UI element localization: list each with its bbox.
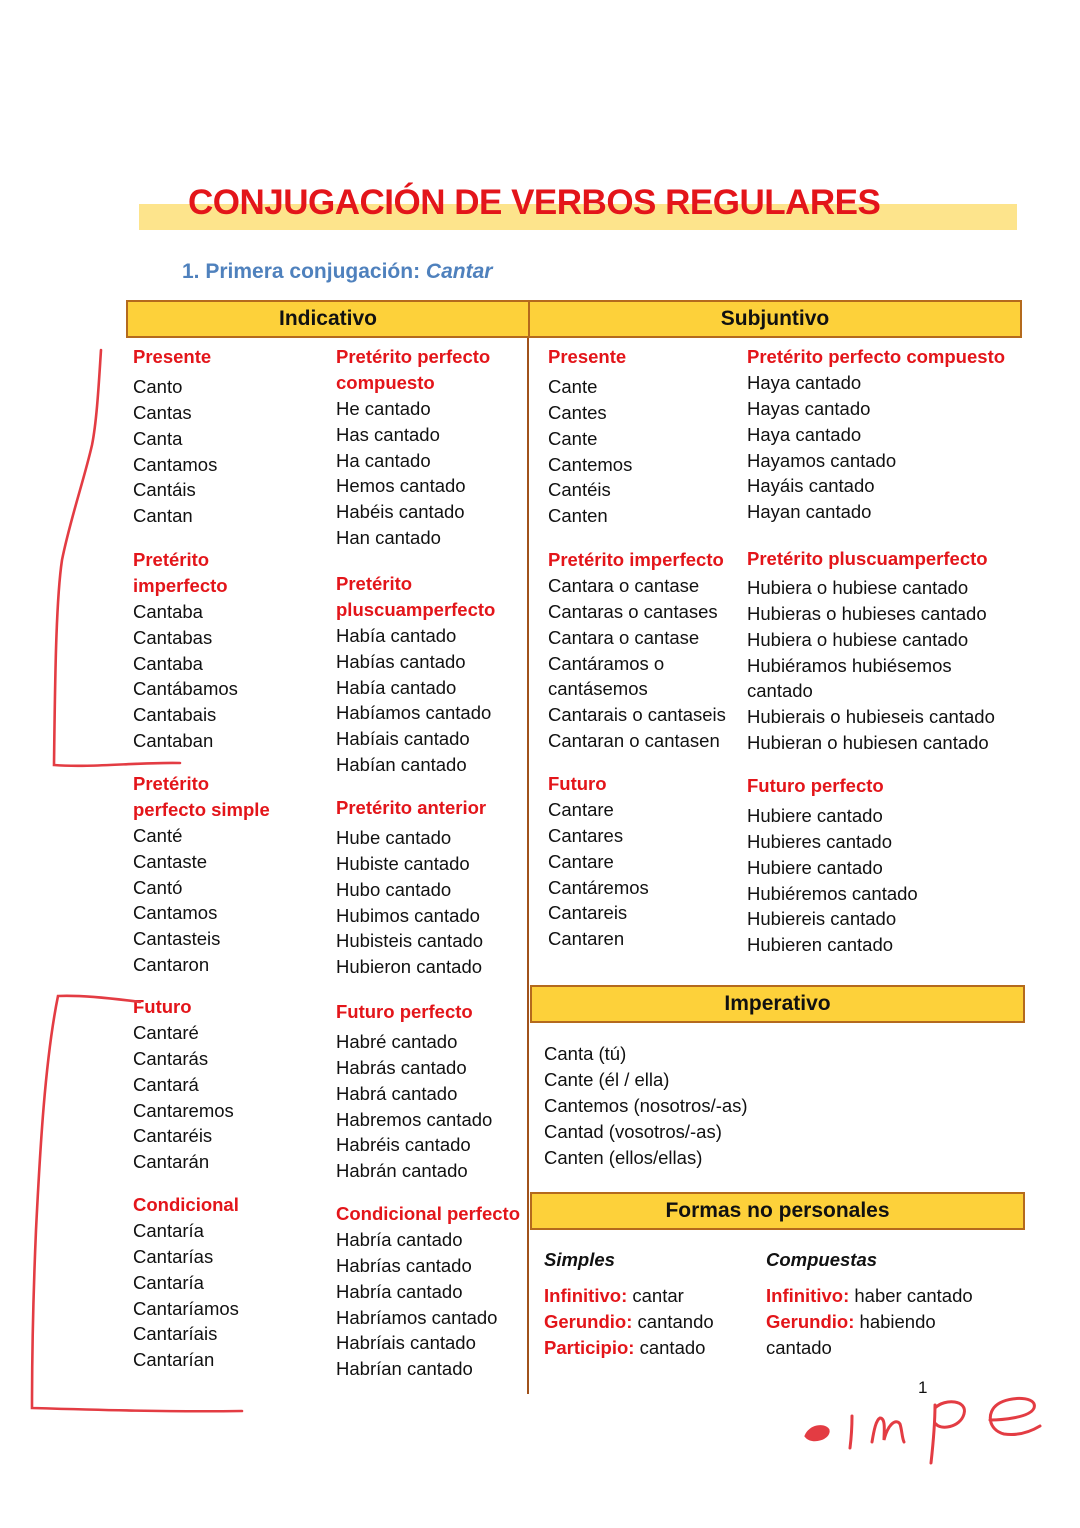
form: Cantad (vosotros/-as) — [544, 1120, 722, 1142]
form: Cantaréis — [133, 1125, 213, 1147]
header-subjuntivo: Subjuntivo — [528, 300, 1022, 338]
form: Cantaste — [133, 850, 208, 872]
form: Cantaba — [133, 652, 203, 674]
tense-title: Condicional — [133, 1194, 239, 1215]
simples-title: Simples — [544, 1249, 615, 1270]
form: Canten (ellos/ellas) — [544, 1146, 703, 1168]
form: Habías cantado — [336, 650, 466, 672]
form: Había cantado — [336, 624, 457, 646]
form: Hube cantado — [336, 826, 452, 848]
tense-title: Pretérito — [133, 773, 210, 794]
form: Habría cantado — [336, 1280, 463, 1302]
header-imperativo: Imperativo — [530, 985, 1025, 1023]
form: Cantaría — [133, 1271, 204, 1293]
form: Canta (tú) — [544, 1043, 627, 1064]
gerundio-label: Gerundio: — [544, 1310, 633, 1332]
form: Hubiereis cantado — [747, 908, 897, 930]
form: Habremos cantado — [336, 1108, 493, 1130]
form: Cantarías — [133, 1245, 214, 1267]
form: Cantemos — [548, 453, 633, 475]
form: Cantarían — [133, 1349, 215, 1371]
form: Cantamos — [133, 902, 218, 924]
form: Cantes — [548, 401, 607, 423]
tense-title: Pretérito perfecto — [336, 346, 491, 367]
form: Cantáis — [133, 479, 196, 501]
form: Hubiere cantado — [747, 804, 883, 826]
form: Cantaría — [133, 1219, 204, 1241]
form: Hubieras o hubieses cantado — [747, 602, 987, 624]
infinitivo-label: Infinitivo: — [766, 1284, 850, 1306]
tense-title: imperfecto — [133, 574, 228, 596]
gerundio-value-cont: cantado — [766, 1336, 832, 1358]
form: Habéis cantado — [336, 501, 465, 523]
participio-label: Participio: — [544, 1336, 635, 1358]
form: Cantan — [133, 505, 193, 527]
form: Hemos cantado — [336, 475, 466, 497]
form: Cantaba — [133, 600, 203, 622]
form: Cantaran o cantasen — [548, 730, 720, 752]
form: Cantarán — [133, 1151, 210, 1173]
form: Canta — [133, 427, 183, 449]
red-bracket-top — [54, 350, 180, 766]
form: Ha cantado — [336, 449, 431, 471]
tense-title: Condicional perfecto — [336, 1203, 520, 1224]
compuestas-title: Compuestas — [766, 1249, 878, 1270]
tense-title: Pretérito — [133, 549, 210, 570]
form: Haya cantado — [747, 371, 862, 393]
tense-title: Futuro — [133, 996, 192, 1017]
form: Hayas cantado — [747, 397, 871, 419]
red-scribble-i — [850, 1416, 852, 1448]
form: Habréis cantado — [336, 1134, 471, 1156]
form: Habíamos cantado — [336, 702, 492, 724]
form: Hubiéramos hubiésemos — [747, 654, 952, 676]
form: Habíais cantado — [336, 728, 470, 750]
header-indicativo: Indicativo — [126, 300, 530, 338]
red-scribble-e — [990, 1398, 1040, 1434]
tense-title: Pretérito anterior — [336, 797, 487, 818]
form: Hubiste cantado — [336, 852, 470, 874]
form: Habrás cantado — [336, 1056, 467, 1078]
form: Cantarais o cantaseis — [548, 704, 726, 726]
form: Habrán cantado — [336, 1160, 468, 1182]
page-title: CONJUGACIÓN DE VERBOS REGULARES — [188, 183, 881, 222]
form: Habrían cantado — [336, 1358, 473, 1380]
form: Hubo cantado — [336, 878, 452, 900]
form: Cantaren — [548, 928, 625, 950]
form: Hubiera o hubiese cantado — [747, 628, 969, 650]
page-number: 1 — [918, 1378, 928, 1397]
red-bracket-bottom — [32, 996, 242, 1411]
gerundio-value: cantando — [632, 1310, 714, 1332]
form: Hubierais o hubieseis cantado — [747, 706, 995, 728]
form: Hubiéremos cantado — [747, 882, 918, 904]
form: Hayan cantado — [747, 501, 872, 523]
tense-title: Pretérito pluscuamperfecto — [747, 548, 988, 569]
form: Habré cantado — [336, 1030, 458, 1052]
form: Cantabas — [133, 626, 213, 648]
form: cantásemos — [548, 678, 648, 700]
subtitle-verb: Cantar — [425, 260, 493, 283]
form: Cantáremos — [548, 876, 649, 898]
infinitivo-value: haber cantado — [849, 1284, 973, 1306]
form: Hayáis cantado — [747, 475, 875, 497]
form: Cantó — [133, 876, 183, 898]
tense-title: Futuro perfecto — [336, 1001, 473, 1022]
form: Cante — [548, 375, 598, 397]
tense-title: compuesto — [336, 371, 435, 393]
tense-title: pluscuamperfecto — [336, 598, 496, 620]
tense-title: Presente — [548, 346, 627, 367]
form: Cantas — [133, 401, 192, 423]
form: Habrías cantado — [336, 1254, 472, 1276]
participio-value: cantado — [634, 1336, 706, 1358]
form: Habríais cantado — [336, 1332, 476, 1354]
form: Cantasteis — [133, 928, 221, 950]
form: Cantara o cantase — [548, 626, 700, 648]
tense-title: Pretérito — [336, 573, 413, 594]
form: Cantaban — [133, 730, 214, 752]
form: He cantado — [336, 397, 431, 419]
infinitivo-label: Infinitivo: — [544, 1284, 628, 1306]
form: Canten — [548, 505, 608, 527]
form: Hubiera o hubiese cantado — [747, 576, 969, 598]
form: Habría cantado — [336, 1228, 463, 1250]
tense-title: perfecto simple — [133, 798, 270, 820]
form: Cantareis — [548, 902, 628, 924]
form: Cantará — [133, 1073, 199, 1095]
header-formas-no-personales: Formas no personales — [530, 1192, 1025, 1230]
form: Hayamos cantado — [747, 449, 897, 471]
tense-title: Pretérito perfecto compuesto — [747, 346, 1006, 367]
tense-title: Pretérito imperfecto — [548, 549, 724, 570]
form: Cante (él / ella) — [544, 1068, 670, 1090]
form: Cantamos — [133, 453, 218, 475]
red-scribble-m — [872, 1418, 904, 1442]
form: Hubieren cantado — [747, 934, 894, 956]
form: Cantaré — [133, 1021, 199, 1043]
form: Hubisteis cantado — [336, 930, 484, 952]
form: cantado — [747, 680, 813, 702]
form: Canto — [133, 375, 183, 397]
form: Cantarás — [133, 1047, 209, 1069]
form: Cantaras o cantases — [548, 600, 718, 622]
form: Cantéis — [548, 479, 611, 501]
form: Han cantado — [336, 527, 441, 549]
form: Cantáramos o — [548, 652, 665, 674]
red-scribble-dot — [806, 1427, 828, 1440]
tense-title: Futuro perfecto — [747, 775, 884, 796]
form: Cantaríamos — [133, 1297, 239, 1319]
form: Hubieron cantado — [336, 956, 483, 978]
form: Cantaríais — [133, 1323, 218, 1345]
gerundio-label: Gerundio: — [766, 1310, 855, 1332]
form: Has cantado — [336, 423, 440, 445]
form: Cantemos (nosotros/-as) — [544, 1094, 748, 1116]
form: Hubiere cantado — [747, 856, 883, 878]
red-scribble-p — [931, 1402, 964, 1463]
form: Cantara o cantase — [548, 574, 700, 596]
tense-title: Presente — [133, 346, 212, 367]
form: Habríamos cantado — [336, 1306, 498, 1328]
form: Canté — [133, 824, 183, 846]
form: Cantábamos — [133, 678, 238, 700]
form: Haya cantado — [747, 423, 862, 445]
form: Cantabais — [133, 704, 217, 726]
form: Cantare — [548, 850, 614, 872]
infinitivo-value: cantar — [627, 1284, 684, 1306]
form: Cantares — [548, 824, 624, 846]
form: Cantaremos — [133, 1099, 234, 1121]
gerundio-value: habiendo — [854, 1310, 936, 1332]
form: Había cantado — [336, 676, 457, 698]
form: Habían cantado — [336, 754, 467, 776]
subtitle-prefix: 1. Primera conjugación: — [182, 260, 426, 283]
form: Habrá cantado — [336, 1082, 458, 1104]
form: Cantare — [548, 798, 614, 820]
form: Cante — [548, 427, 598, 449]
form: Hubieres cantado — [747, 830, 893, 852]
tense-title: Futuro — [548, 773, 607, 794]
form: Hubieran o hubiesen cantado — [747, 732, 989, 754]
form: Cantaron — [133, 954, 210, 976]
form: Hubimos cantado — [336, 904, 480, 926]
